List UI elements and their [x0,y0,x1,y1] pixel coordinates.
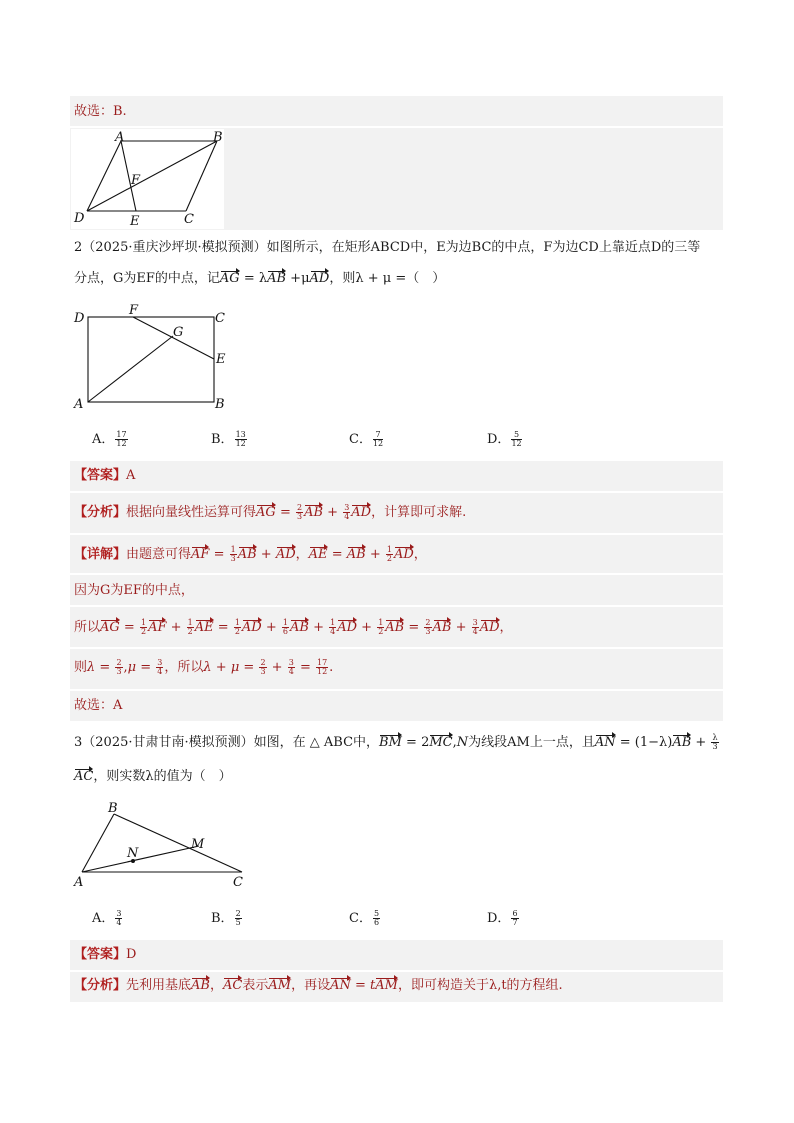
q3-stem-line1: 3（2025·甘肃甘南·模拟预测）如图，在 △ ABC中，BM = 2MC,N为线段AM上一点，且AN = (1−λ)AB + $\frac{\lambda}{3}$ [74,733,718,751]
q2-stem2a: 分点，G为EF的中点，记 [74,271,220,286]
q3-analysis: 【分析】先利用基底AB，AC表示AM，再设AN = tAM，即可构造关于λ,t的方程组. [74,978,563,993]
label-c: C [184,212,194,227]
prev-conclusion-band [70,96,723,126]
q2-source: （2025·重庆沙坪坝·模拟预测） [82,240,267,255]
q3-stem2b: ，则实数λ的值为（ ） [93,769,232,784]
q3-answer: 【答案】D [74,947,137,962]
q2-number: 2 [74,240,83,255]
q3-option-d[interactable]: D． $\frac{6}{7}$ [487,909,518,927]
q2-detail: 【详解】由题意可得AF = $\frac{1}{3}$ AB + AD，AE = AB + $\frac{1}{2}$ AD， [74,545,427,563]
q3-label-a: A [74,875,84,890]
q3-answer-band [70,940,723,970]
q3-label-b: B [108,801,118,816]
q2-so-line: 所以AG = $\frac{1}{2}$ AF + $\frac{1}{2}$ AE = $\frac{1}{2}$ AD + $\frac{1}{6}$ AB + $\frac{1}{4}$ AD + $\frac{1}{2}$ AB = $\frac{2}{3}$ AB + $\frac{3}{4}$ AD， [74,618,513,636]
q2-stem-line2: 分点，G为EF的中点，记AG = λAB +μAD，则λ + μ =（ ） [74,271,446,286]
q2-stem2b: ，则λ + μ =（ ） [329,271,446,286]
q3-number: 3 [74,735,83,750]
q3-label-n: N [127,846,139,861]
q2-g-midpoint: 因为G为EF的中点， [74,583,194,598]
q2-analysis: 【分析】根据向量线性运算可得AG = $\frac{2}{3}$ AB + $\frac{3}{4}$ AD，计算即可求解. [74,503,467,521]
label-e: E [130,214,140,229]
q2-label-a: A [74,397,84,410]
q3-label-m: M [191,837,205,852]
q2-answer-band [70,461,723,491]
q2-answer: 【答案】A [74,468,136,483]
q3-stem1b: 为线段AM上一点，且 [468,735,595,750]
q3-source: （2025·甘肃甘南·模拟预测） [82,735,254,750]
q2-then-line: 则λ = $\frac{2}{3}$ ,μ = $\frac{3}{4}$ ，所以λ + μ = $\frac{2}{3}$ + $\frac{3}{4}$ = $\frac{17}{12}$ . [74,658,334,676]
q2-option-a[interactable]: A． $\frac{17}{12}$ [92,430,127,448]
q3-label-c: C [233,875,243,890]
q3-option-c[interactable]: C． $\frac{5}{6}$ [349,909,380,927]
parallelogram-figure [71,129,224,229]
q2-label-e: E [216,352,226,367]
q3-stem-line2: AC，则实数λ的值为（ ） [74,769,232,784]
label-a: A [115,130,125,145]
triangle-figure [70,798,250,890]
q3-stem1a: 如图，在 △ ABC中， [253,735,380,750]
q2-option-b[interactable]: B． $\frac{13}{12}$ [211,430,246,448]
q2-label-g: G [173,325,184,340]
q2-conclusion-band [70,691,723,721]
q2-conclusion: 故选：A [74,698,123,713]
label-b: B [213,130,223,145]
q2-label-b: B [215,397,225,410]
q3-option-b[interactable]: B． $\frac{2}{5}$ [211,909,241,927]
prev-conclusion: 故选：B. [74,104,127,119]
label-f: F [131,173,141,188]
q2-label-f: F [129,303,139,318]
q3-option-a[interactable]: A． $\frac{3}{4}$ [92,909,122,927]
q2-label-c: C [215,311,225,326]
q2-stem-line1 [74,239,700,257]
q2-option-c[interactable]: C． $\frac{7}{12}$ [349,430,384,448]
q2-option-d[interactable]: D． $\frac{5}{12}$ [487,430,522,448]
q2-stem1: 如图所示，在矩形ABCD中，E为边BC的中点，F为边CD上靠近点D的三等 [266,240,701,255]
rectangle-figure [70,298,240,410]
q2-label-d: D [74,311,85,326]
label-d: D [74,211,85,226]
